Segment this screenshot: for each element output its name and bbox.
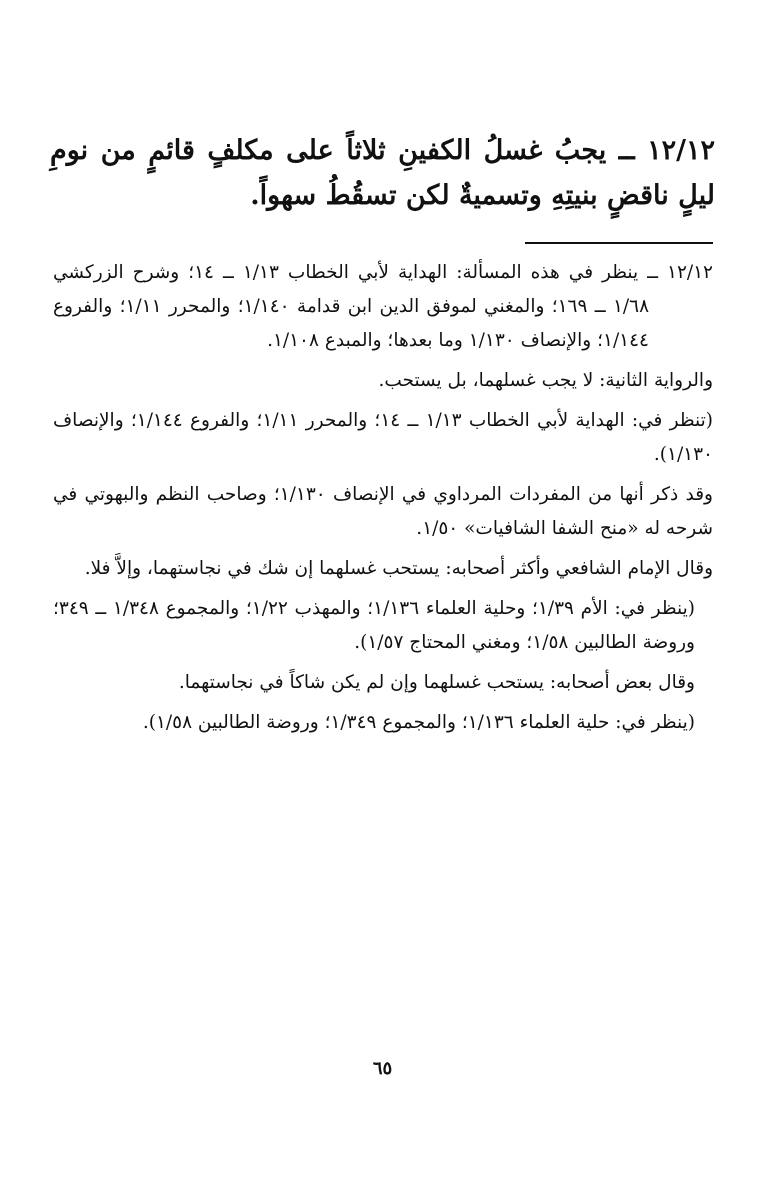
page-number: ٦٥ (372, 1058, 393, 1079)
footnote-paragraph: وقد ذكر أنها من المفردات المرداوي في الإنصاف ١/١٣٠؛ وصاحب النظم والبهوتي في شرحه له «منح الشفا الشافيات» ١/٥٠. (53, 484, 713, 539)
footnote-paragraph: (ينظر في: حلية العلماء ١/١٣٦؛ والمجموع ١/٣٤٩؛ وروضة الطالبين ١/٥٨). (142, 712, 695, 733)
footnote-entry: ١٢/١٢ ــ ينظر في هذه المسألة: الهداية لأبي الخطاب ١/١٣ ــ ١٤؛ وشرح الزركشي ١/٦٨ ــ ١٦٩؛ والمغني لموفق الدين ابن قدامة ١/١٤٠؛ والمحرر ١/١١؛ والفروع ١/١٤٤؛ والإنصاف ١/١٣٠ وما بعدها؛ والمبدع ١/١٠٨. (53, 262, 713, 351)
footnote-paragraph: وقال الإمام الشافعي وأكثر أصحابه: يستحب غسلهما إن شك في نجاستهما، وإلاَّ فلا. (84, 558, 713, 579)
main-text-entry: ١٢/١٢ ــ يجبُ غسلُ الكفينِ ثلاثاً على مكلفٍ قائمٍ من نومِ ليلٍ ناقضٍ بنيتِهِ وتسميةٌ لكن تسقُطُ سهواً. (50, 135, 715, 211)
footnotes-section (53, 256, 713, 746)
footnote-paragraph: (تنظر في: الهداية لأبي الخطاب ١/١٣ ــ ١٤؛ والمحرر ١/١١؛ والفروع ١/١٤٤؛ والإنصاف ١/١٣٠). (53, 410, 713, 465)
footnote-paragraph: وقال بعض أصحابه: يستحب غسلهما وإن لم يكن شاكاً في نجاستهما. (178, 672, 695, 693)
footnote-paragraph: (ينظر في: الأم ١/٣٩؛ وحلية العلماء ١/١٣٦؛ والمهذب ١/٢٢؛ والمجموع ١/٣٤٨ ــ ٣٤٩؛ وروضة الطالبين ١/٥٨؛ ومغني المحتاج ١/٥٧). (53, 598, 696, 653)
footnote-paragraph: والرواية الثانية: لا يجب غسلهما، بل يستحب. (378, 370, 713, 391)
footnote-separator-line (525, 242, 713, 244)
